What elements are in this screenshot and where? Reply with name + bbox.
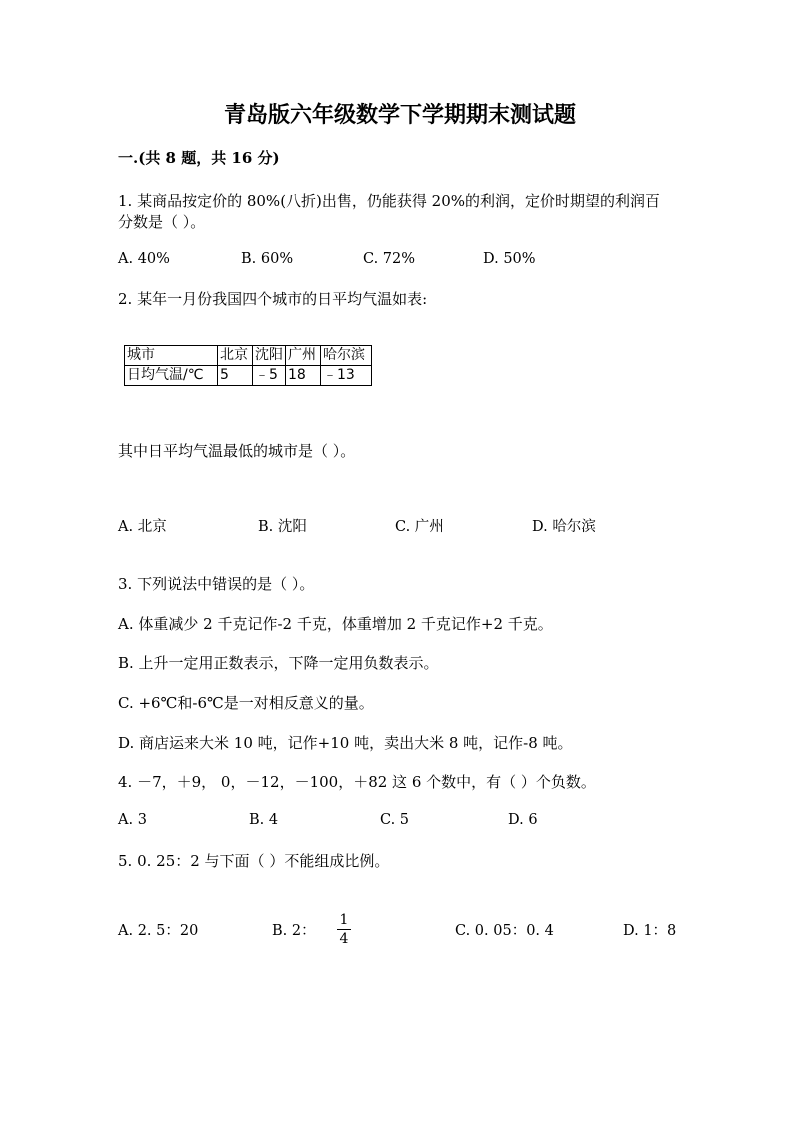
fraction-denominator: 4 (339, 931, 349, 947)
table-cell: 5 (218, 366, 253, 386)
question-1-line-2: 分数是（ ）。 (118, 213, 206, 231)
question-2-option-c: C. 广州 (395, 519, 444, 535)
question-3-option-a: A. 体重减少 2 千克记作-2 千克，体重增加 2 千克记作+2 千克。 (118, 615, 553, 633)
fraction-bar (337, 929, 351, 930)
question-4-option-b: B. 4 (249, 812, 279, 828)
table-cell: 北京 (218, 346, 253, 366)
question-4-option-c: C. 5 (380, 812, 410, 828)
question-4-option-d: D. 6 (508, 812, 538, 828)
table-cell: 哈尔滨 (321, 346, 372, 366)
question-4-option-a: A. 3 (118, 812, 147, 828)
page-title: 青岛版六年级数学下学期期末测试题 (223, 102, 576, 128)
question-5-option-c: C. 0. 05：0. 4 (455, 923, 554, 939)
question-2-option-a: A. 北京 (118, 519, 167, 535)
question-1-option-a: A. 40% (118, 251, 170, 267)
question-1-option-d: D. 50% (483, 251, 536, 267)
table-cell: 广州 (286, 346, 321, 366)
table-cell: 城市 (125, 346, 218, 366)
table-cell: 日均气温/℃ (125, 366, 218, 386)
question-2-line-1: 2. 某年一月份我国四个城市的日平均气温如表: (118, 290, 428, 308)
question-5-option-d: D. 1：8 (623, 923, 677, 939)
question-3-option-b: B. 上升一定用正数表示，下降一定用负数表示。 (118, 654, 439, 672)
table-row (125, 366, 372, 386)
table-cell: 沈阳 (253, 346, 286, 366)
question-2-prompt: 其中日平均气温最低的城市是（ ）。 (118, 442, 356, 460)
question-3-line-1: 3. 下列说法中错误的是（ ）。 (118, 575, 315, 593)
fraction-numerator: 1 (339, 912, 349, 928)
question-1-option-b: B. 60% (241, 251, 294, 267)
question-5-option-b: B. 2： (272, 923, 316, 939)
question-1-option-c: C. 72% (363, 251, 416, 267)
question-5-line-1: 5. 0. 25：2 与下面（ ）不能组成比例。 (118, 852, 390, 870)
temperature-table (124, 345, 372, 386)
section-heading: 一.(共 8 题，共 16 分) (118, 149, 280, 167)
question-4-line-1: 4. －7，＋9， 0，－12，－100，＋82 这 6 个数中，有（ ）个负数。 (118, 773, 596, 791)
question-5-option-a: A. 2. 5：20 (118, 923, 199, 939)
table-cell: 18 (286, 366, 321, 386)
fraction-one-quarter (337, 912, 351, 947)
table-row (125, 346, 372, 366)
table-cell: ﹣13 (321, 366, 372, 386)
table-cell: ﹣5 (253, 366, 286, 386)
question-3-option-c: C. +6℃和-6℃是一对相反意义的量。 (118, 694, 374, 712)
question-2-option-d: D. 哈尔滨 (532, 519, 596, 535)
question-3-option-d: D. 商店运来大米 10 吨，记作+10 吨，卖出大米 8 吨，记作-8 吨。 (118, 734, 573, 752)
question-2-option-b: B. 沈阳 (258, 519, 307, 535)
question-1-line-1: 1. 某商品按定价的 80%(八折)出售，仍能获得 20%的利润，定价时期望的利润百 (118, 192, 661, 210)
